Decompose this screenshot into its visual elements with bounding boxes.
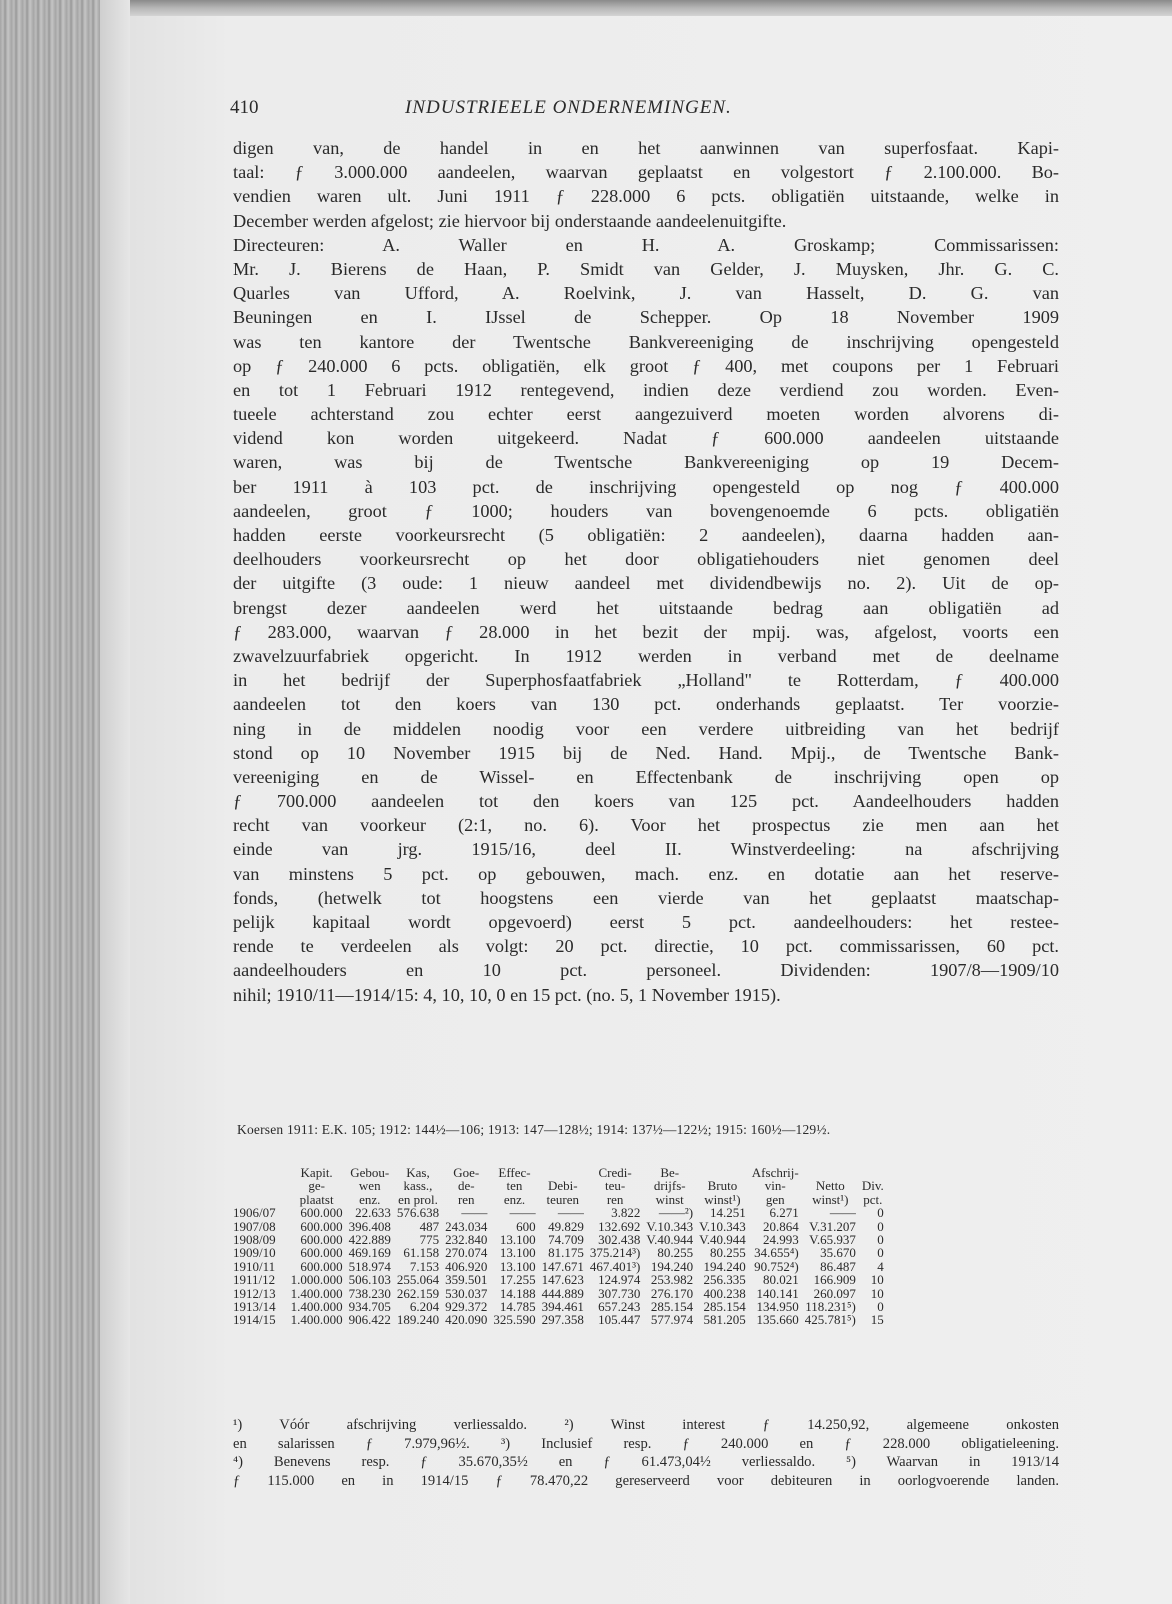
value-cell: V.40.944 — [699, 1232, 746, 1248]
value-cell: 467.401³) — [589, 1258, 641, 1274]
column-header — [230, 1166, 288, 1179]
value-cell: 444.889 — [541, 1285, 584, 1301]
value-cell: 253.982 — [650, 1272, 694, 1288]
value-cell: V.40.944 — [646, 1232, 694, 1248]
value-cell: 600.000 — [300, 1218, 343, 1234]
value-cell: 1.400.000 — [290, 1285, 343, 1301]
text-line: ƒ 283.000, waarvan ƒ 28.000 in het bezit der mpij. was, afgelost, voorts een — [233, 621, 1059, 642]
value-cell: 86.487 — [820, 1258, 856, 1274]
value-cell: 81.175 — [548, 1245, 584, 1261]
column-header: winst¹) — [704, 1191, 741, 1207]
value-cell: 0 — [877, 1245, 884, 1261]
table-row — [230, 1206, 887, 1219]
body-paragraph — [233, 136, 1059, 1007]
value-cell: 738.230 — [348, 1285, 391, 1301]
value-cell: 581.205 — [703, 1312, 746, 1328]
column-header — [230, 1193, 288, 1206]
table-header-row — [230, 1179, 887, 1192]
year-cell: 1906/07 — [233, 1205, 276, 1221]
table-row — [230, 1246, 887, 1259]
value-cell: 375.214³) — [589, 1245, 641, 1261]
value-cell: V.65.937 — [809, 1232, 856, 1248]
value-cell: 420.090 — [445, 1312, 488, 1328]
value-cell: —— — [829, 1205, 856, 1221]
value-cell: 422.889 — [348, 1232, 391, 1248]
value-cell: 469.169 — [348, 1245, 391, 1261]
value-cell: 20.864 — [762, 1218, 799, 1234]
book-top-edge — [0, 0, 1172, 16]
column-header: Bruto — [707, 1178, 738, 1194]
value-cell: 132.692 — [598, 1218, 641, 1234]
column-header: plaatst — [299, 1191, 334, 1207]
text-line: aandeelhouders en 10 pct. personeel. Dividenden: 1907/8—1909/10 — [233, 960, 1059, 981]
value-cell: 105.447 — [598, 1312, 641, 1328]
footnote-line: ¹) Vóór afschrijving verliessaldo. ²) Winst interest ƒ 14.250,92, algemeene onkosten — [233, 1417, 1059, 1433]
value-cell: 1.400.000 — [290, 1299, 343, 1315]
value-cell: 285.154 — [703, 1299, 746, 1315]
column-header — [859, 1166, 887, 1179]
value-cell: 14.785 — [499, 1299, 536, 1315]
table-row — [230, 1233, 887, 1246]
column-header: ren — [457, 1191, 475, 1207]
value-cell: 243.034 — [445, 1218, 488, 1234]
value-cell: 400.238 — [703, 1285, 746, 1301]
column-header: ren — [606, 1191, 624, 1207]
column-header: Credi- — [598, 1165, 632, 1180]
text-line: der uitgifte (3 oude: 1 nieuw aandeel met dividendbewijs no. 2). Uit de op- — [233, 573, 1059, 594]
column-header: Gebou- — [350, 1165, 390, 1180]
value-cell: 934.705 — [348, 1299, 391, 1315]
column-header: Kas, — [406, 1165, 430, 1180]
column-header: teu- — [605, 1178, 626, 1194]
text-line: was ten kantore der Twentsche Bankvereeniging de inschrijving opengesteld — [233, 331, 1059, 352]
text-line: einde van jrg. 1915/16, deel II. Winstverdeeling: na afschrijving — [233, 839, 1059, 860]
footnote-line: ⁴) Benevens resp. ƒ 35.670,35½ en ƒ 61.473,04½ verliessaldo. ⁵) Waarvan in 1913/14 — [233, 1454, 1059, 1470]
text-line: op ƒ 240.000 6 pcts. obligatiën, elk groot ƒ 400, met coupons per 1 Februari — [233, 355, 1059, 376]
value-cell: V.10.343 — [646, 1218, 694, 1234]
value-cell: 256.335 — [703, 1272, 746, 1288]
text-line: brengst dezer aandeelen werd het uitstaande bedrag aan obligatiën ad — [233, 597, 1059, 618]
value-cell: 276.170 — [650, 1285, 694, 1301]
column-header: Goe- — [453, 1165, 480, 1180]
value-cell: 10 — [870, 1272, 884, 1288]
value-cell: 577.974 — [650, 1312, 694, 1328]
running-title: INDUSTRIEELE ONDERNEMINGEN. — [405, 97, 732, 118]
text-line: deelhouders voorkeursrecht op het door obligatiehouders niet genomen deel — [233, 549, 1059, 570]
column-header — [539, 1166, 587, 1179]
text-line: waren, was bij de Twentsche Bankvereeniging op 19 Decem- — [233, 452, 1059, 473]
year-cell: 1908/09 — [233, 1232, 276, 1248]
text-line: taal: ƒ 3.000.000 aandeelen, waarvan geplaatst en volgestort ƒ 2.100.000. Bo- — [233, 162, 1059, 183]
year-cell: 1914/15 — [233, 1312, 276, 1328]
year-cell: 1909/10 — [233, 1245, 276, 1261]
value-cell: 13.100 — [499, 1258, 536, 1274]
value-cell: 325.590 — [493, 1312, 536, 1328]
column-header: Effec- — [498, 1165, 531, 1180]
table-row — [230, 1260, 887, 1273]
footnotes — [233, 1416, 1059, 1490]
column-header — [230, 1179, 288, 1192]
value-cell: 17.255 — [499, 1272, 536, 1288]
text-line: December werden afgelost; zie hiervoor bij onderstaande aandeelenuitgifte. — [233, 210, 787, 231]
table-row — [230, 1287, 887, 1300]
value-cell: 600.000 — [300, 1258, 343, 1274]
text-line: vendien waren ult. Juni 1911 ƒ 228.000 6 pcts. obligatiën uitstaande, welke in — [233, 186, 1059, 207]
value-cell: 406.920 — [445, 1258, 488, 1274]
text-line: Mr. J. Bierens de Haan, P. Smidt van Gelder, J. Muysken, Jhr. G. C. — [233, 258, 1059, 279]
table-header-row — [230, 1193, 887, 1206]
value-cell: 118.231⁵) — [805, 1299, 856, 1315]
column-header: enz. — [503, 1191, 526, 1207]
column-header: ten — [506, 1178, 523, 1194]
text-line: stond op 10 November 1915 bij de Ned. Hand. Mpij., de Twentsche Bank- — [233, 742, 1059, 763]
text-line: Beuningen en I. IJssel de Schepper. Op 18 November 1909 — [233, 307, 1059, 328]
value-cell: 262.159 — [396, 1285, 440, 1301]
text-line: en tot 1 Februari 1912 rentegevend, indien deze verdiend zou worden. Even- — [233, 379, 1059, 400]
value-cell: —— — [557, 1205, 584, 1221]
value-cell: 6.271 — [769, 1205, 799, 1221]
value-cell: 49.829 — [548, 1218, 584, 1234]
text-line: in het bedrijf der Superphosfaatfabriek „Holland" te Rotterdam, ƒ 400.000 — [233, 670, 1059, 691]
year-cell: 1911/12 — [233, 1272, 276, 1288]
value-cell: 929.372 — [445, 1299, 488, 1315]
value-cell: 35.670 — [820, 1245, 856, 1261]
value-cell: 600.000 — [300, 1245, 343, 1261]
year-cell: 1907/08 — [233, 1218, 276, 1234]
value-cell: 90.752⁴) — [754, 1258, 799, 1274]
value-cell: 194.240 — [650, 1258, 694, 1274]
text-line: pelijk kapitaal wordt opgevoerd) eerst 5 pct. aandeelhouders: het restee- — [233, 912, 1059, 932]
value-cell: 3.822 — [611, 1205, 641, 1221]
year-cell: 1912/13 — [233, 1285, 276, 1301]
value-cell: 74.709 — [548, 1232, 584, 1248]
value-cell: 600.000 — [300, 1205, 343, 1221]
value-cell: 24.993 — [762, 1232, 799, 1248]
column-header: Kapit. — [300, 1165, 333, 1180]
value-cell: 34.655⁴) — [754, 1245, 799, 1261]
value-cell: 518.974 — [348, 1258, 391, 1274]
table-row — [230, 1220, 887, 1233]
text-line: van minstens 5 pct. op gebouwen, mach. enz. en dotatie aan het reserve- — [233, 863, 1059, 884]
value-cell: 194.240 — [703, 1258, 746, 1274]
value-cell: 775 — [419, 1232, 440, 1248]
column-header: ge- — [308, 1178, 325, 1194]
text-line: ber 1911 à 103 pct. de inschrijving opengesteld op nog ƒ 400.000 — [233, 476, 1059, 497]
text-line: Directeuren: A. Waller en H. A. Groskamp; Commissarissen: — [233, 234, 1059, 255]
text-line: rende te verdeelen als volgt: 20 pct. directie, 10 pct. commissarissen, 60 pct. — [233, 936, 1059, 957]
table-row — [230, 1313, 887, 1326]
value-cell: 80.021 — [762, 1272, 799, 1288]
value-cell: 232.840 — [445, 1232, 488, 1248]
value-cell: 394.461 — [541, 1299, 584, 1315]
value-cell: 506.103 — [348, 1272, 391, 1288]
column-header: kass., — [403, 1178, 433, 1194]
value-cell: 576.638 — [396, 1205, 440, 1221]
text-line: Quarles van Ufford, A. Roelvink, J. van Hasselt, D. G. van — [233, 283, 1059, 304]
value-cell: 307.730 — [598, 1285, 641, 1301]
value-cell: —— — [461, 1205, 488, 1221]
text-line: zwavelzuurfabriek opgericht. In 1912 werden in verband met de deelname — [233, 645, 1059, 666]
text-line: nihil; 1910/11—1914/15: 4, 10, 10, 0 en 15 pct. (no. 5, 1 November 1915). — [233, 984, 781, 1005]
column-header: vin- — [764, 1178, 786, 1194]
value-cell: 61.158 — [403, 1245, 440, 1261]
value-cell: 15 — [870, 1312, 884, 1328]
page-header — [230, 97, 1060, 123]
value-cell: 657.243 — [598, 1299, 641, 1315]
value-cell: V.31.207 — [809, 1218, 856, 1234]
text-line: digen van, de handel in en het aanwinnen van superfosfaat. Kapi- — [233, 138, 1059, 158]
year-cell: 1913/14 — [233, 1299, 276, 1315]
value-cell: 13.100 — [499, 1232, 536, 1248]
value-cell: 425.781⁵) — [804, 1312, 856, 1328]
value-cell: 255.064 — [396, 1272, 440, 1288]
value-cell: 302.438 — [598, 1232, 641, 1248]
text-line: vereeniging en de Wissel- en Effectenbank de inschrijving open op — [233, 766, 1059, 787]
value-cell: 140.141 — [756, 1285, 799, 1301]
text-line: ning in de middelen noodig voor een verdere uitbreiding van het bedrijf — [233, 718, 1059, 739]
value-cell: 7.153 — [409, 1258, 440, 1274]
column-header: Be- — [660, 1165, 680, 1180]
value-cell: 166.909 — [813, 1272, 856, 1288]
value-cell: 6.204 — [409, 1299, 440, 1315]
value-cell: 124.974 — [598, 1272, 641, 1288]
column-header: de- — [457, 1178, 475, 1194]
value-cell: 80.255 — [657, 1245, 694, 1261]
text-line: ƒ 700.000 aandeelen tot den koers van 125 pct. Aandeelhouders hadden — [233, 791, 1059, 812]
column-header: winst — [655, 1191, 684, 1207]
value-cell: 260.097 — [813, 1285, 856, 1301]
table-row — [230, 1273, 887, 1286]
value-cell: 10 — [870, 1285, 884, 1301]
text-line: fonds, (hetwelk tot hoogstens een vierde van het geplaatst maatschap- — [233, 887, 1059, 908]
text-line: hadden eerste voorkeursrecht (5 obligatiën: 2 aandeelen), daarna hadden aan- — [233, 525, 1059, 545]
value-cell: 147.623 — [541, 1272, 584, 1288]
text-line: aandeelen, groot ƒ 1000; houders van bovengenoemde 6 pcts. obligatiën — [233, 500, 1059, 521]
value-cell: 1.400.000 — [290, 1312, 343, 1328]
column-header: Div. — [861, 1178, 884, 1194]
value-cell: 359.501 — [445, 1272, 488, 1288]
text-line: tueele achterstand zou echter eerst aangezuiverd moeten worden alvorens di- — [233, 404, 1059, 425]
koersen-line: Koersen 1911: E.K. 105; 1912: 144½—106; 1913: 147—128½; 1914: 137½—122½; 1915: 160½—129½. — [237, 1122, 831, 1137]
value-cell: 530.037 — [445, 1285, 488, 1301]
value-cell: 0 — [877, 1299, 884, 1315]
value-cell: 135.660 — [756, 1312, 799, 1328]
value-cell: 396.408 — [348, 1218, 391, 1234]
value-cell: 270.074 — [445, 1245, 488, 1261]
value-cell: —— — [509, 1205, 536, 1221]
value-cell: 189.240 — [396, 1312, 440, 1328]
value-cell: 13.100 — [499, 1245, 536, 1261]
value-cell: 14.188 — [499, 1285, 536, 1301]
value-cell: 0 — [877, 1218, 884, 1234]
value-cell: 600.000 — [300, 1232, 343, 1248]
column-header: gen — [765, 1191, 785, 1207]
column-header: wen — [358, 1178, 381, 1194]
value-cell: 4 — [877, 1258, 884, 1274]
text-line: aandeelen tot den koers van 130 pct. onderhands geplaatst. Ter voorzie- — [233, 694, 1059, 715]
column-header — [802, 1166, 859, 1179]
value-cell: 600 — [516, 1218, 536, 1234]
value-cell: 22.633 — [355, 1205, 391, 1221]
column-header: Netto — [815, 1178, 845, 1194]
column-header: winst¹) — [812, 1191, 849, 1207]
value-cell: 147.671 — [541, 1258, 584, 1274]
value-cell: 297.358 — [541, 1312, 584, 1328]
column-header: en prol. — [398, 1191, 438, 1207]
book-spine — [0, 0, 100, 1604]
footnote-line: en salarissen ƒ 7.979,96½. ³) Inclusief resp. ƒ 240.000 en ƒ 228.000 obligatieleening. — [233, 1435, 1059, 1452]
value-cell: 80.255 — [710, 1245, 746, 1261]
column-header: pct. — [863, 1191, 883, 1207]
value-cell: 906.422 — [348, 1312, 391, 1328]
value-cell: 1.000.000 — [290, 1272, 343, 1288]
text-line: recht van voorkeur (2:1, no. 6). Voor het prospectus zie men aan het — [233, 815, 1059, 836]
value-cell: 487 — [419, 1218, 440, 1234]
year-cell: 1910/11 — [233, 1258, 276, 1274]
table-header-row — [230, 1166, 887, 1179]
financial-table — [230, 1166, 887, 1327]
value-cell: 134.950 — [756, 1299, 799, 1315]
value-cell: V.10.343 — [699, 1218, 746, 1234]
footnote-line: ƒ 115.000 en in 1914/15 ƒ 78.470,22 gereserveerd voor debiteuren in oorlogvoerende landen. — [233, 1472, 1059, 1489]
table-row — [230, 1300, 887, 1313]
text-line: vidend kon worden uitgekeerd. Nadat ƒ 600.000 aandeelen uitstaande — [233, 428, 1059, 449]
column-header — [696, 1166, 749, 1179]
column-header: drijfs- — [653, 1178, 686, 1194]
value-cell: ——²) — [658, 1205, 694, 1221]
value-cell: 0 — [877, 1205, 884, 1221]
column-header: enz. — [359, 1191, 381, 1207]
column-header: Debi- — [547, 1178, 578, 1194]
value-cell: 14.251 — [710, 1205, 746, 1221]
value-cell: 0 — [877, 1232, 884, 1248]
column-header: teuren — [546, 1191, 579, 1207]
column-header: Afschrij- — [751, 1165, 799, 1180]
page-number: 410 — [230, 97, 259, 118]
value-cell: 285.154 — [650, 1299, 694, 1315]
